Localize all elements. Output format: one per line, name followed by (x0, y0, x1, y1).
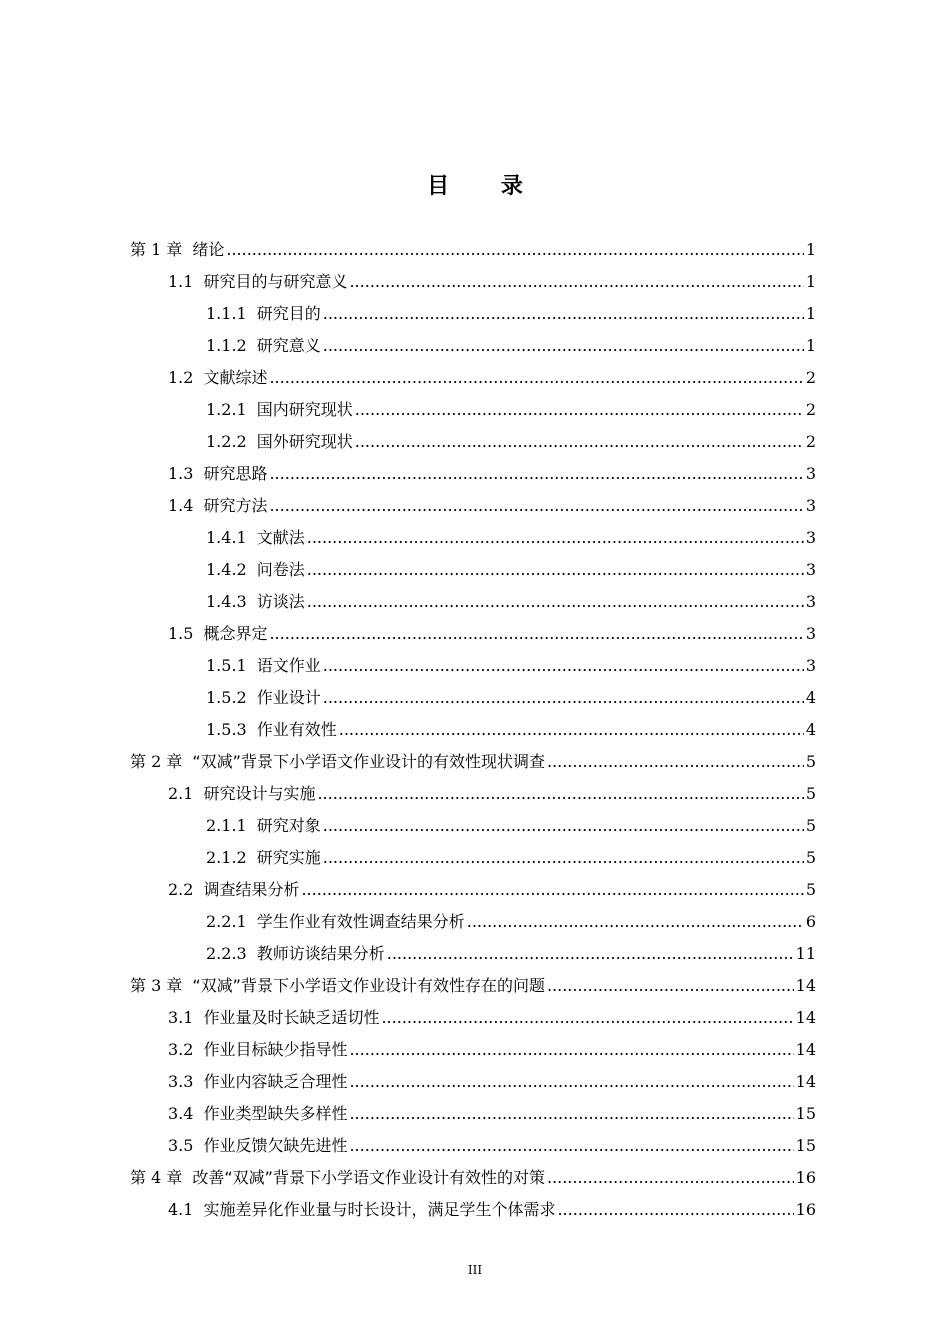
toc-entry-label: 作业类型缺失多样性 (203, 1104, 348, 1123)
toc-entry-label: 绪论 (192, 240, 225, 259)
toc-entry-page: 4 (805, 688, 816, 707)
toc-entry[interactable] (130, 842, 816, 874)
toc-leader-dots (323, 650, 804, 682)
toc-leader-dots (355, 426, 804, 458)
toc-entry[interactable] (130, 586, 816, 618)
toc-entry[interactable] (130, 810, 816, 842)
toc-leader-dots (323, 682, 804, 714)
table-of-contents (130, 234, 816, 1226)
toc-entry-page: 2 (805, 400, 816, 419)
toc-leader-dots (387, 938, 794, 970)
toc-entry-label: 作业内容缺乏合理性 (203, 1072, 348, 1091)
toc-leader-dots (339, 714, 804, 746)
toc-leader-dots (547, 746, 804, 778)
toc-entry-number: 第 3 章 (130, 976, 183, 995)
toc-leader-dots (269, 458, 803, 490)
toc-entry-number: 1.5 (168, 624, 194, 643)
toc-entry-page: 3 (805, 624, 816, 643)
toc-entry-page: 3 (805, 464, 816, 483)
toc-entry-number: 2.2.1 (206, 912, 247, 931)
toc-leader-dots (355, 394, 804, 426)
toc-entry-label: 改善“双减”背景下小学语文作业设计有效性的对策 (192, 1168, 545, 1187)
toc-entry-number: 1.5.1 (206, 656, 247, 675)
toc-entry-page: 15 (795, 1104, 816, 1123)
toc-leader-dots (381, 1002, 793, 1034)
toc-entry[interactable] (130, 330, 816, 362)
toc-entry-label: 访谈法 (256, 592, 305, 611)
toc-entry-page: 5 (805, 752, 816, 771)
toc-entry-page: 3 (805, 656, 816, 675)
toc-entry-label: 作业目标缺少指导性 (203, 1040, 348, 1059)
toc-leader-dots (349, 1098, 793, 1130)
toc-entry-number: 3.1 (168, 1008, 194, 1027)
toc-entry-label: 研究目的与研究意义 (203, 272, 348, 291)
toc-entry-label: 文献综述 (203, 368, 268, 387)
toc-leader-dots (557, 1194, 793, 1226)
toc-entry-number: 2.2.3 (206, 944, 247, 963)
toc-entry-number: 1.5.2 (206, 688, 247, 707)
toc-entry-label: 文献法 (256, 528, 305, 547)
toc-entry-label: 问卷法 (256, 560, 305, 579)
toc-entry-page: 16 (795, 1200, 816, 1219)
toc-entry-number: 2.1.1 (206, 816, 247, 835)
toc-entry[interactable] (130, 618, 816, 650)
toc-entry-page: 1 (805, 336, 816, 355)
toc-entry[interactable] (130, 490, 816, 522)
page-title: 目 录 (427, 174, 545, 199)
toc-leader-dots (547, 970, 794, 1002)
toc-leader-dots (467, 906, 804, 938)
toc-entry-number: 1.4.1 (206, 528, 247, 547)
toc-entry-label: 研究对象 (256, 816, 321, 835)
toc-entry-number: 3.2 (168, 1040, 194, 1059)
toc-leader-dots (269, 490, 803, 522)
toc-entry[interactable] (130, 458, 816, 490)
toc-entry-page: 3 (805, 592, 816, 611)
toc-entry-number: 1.4.2 (206, 560, 247, 579)
toc-leader-dots (323, 810, 804, 842)
toc-entry[interactable] (130, 1130, 816, 1162)
toc-entry-label: 研究思路 (203, 464, 268, 483)
toc-leader-dots (269, 618, 803, 650)
toc-leader-dots (547, 1162, 794, 1194)
toc-entry-number: 1.2.2 (206, 432, 247, 451)
toc-entry-number: 第 2 章 (130, 752, 183, 771)
toc-leader-dots (226, 234, 803, 266)
toc-entry-page: 3 (805, 560, 816, 579)
toc-entry-label: 研究目的 (256, 304, 321, 323)
toc-entry-page: 4 (805, 720, 816, 739)
toc-entry-label: 概念界定 (203, 624, 268, 643)
toc-entry-label: 语文作业 (256, 656, 321, 675)
toc-entry-label: 教师访谈结果分析 (256, 944, 385, 963)
toc-entry-page: 1 (805, 240, 816, 259)
toc-leader-dots (307, 586, 804, 618)
toc-entry[interactable] (130, 970, 816, 1002)
toc-entry-label: 作业设计 (256, 688, 321, 707)
toc-entry-number: 3.4 (168, 1104, 194, 1123)
toc-entry-page: 5 (805, 880, 816, 899)
toc-entry-page: 5 (805, 848, 816, 867)
toc-entry-page: 11 (795, 944, 816, 963)
toc-entry-number: 第 1 章 (130, 240, 183, 259)
toc-entry-page: 15 (795, 1136, 816, 1155)
toc-leader-dots (349, 1066, 793, 1098)
toc-entry-page: 1 (805, 304, 816, 323)
toc-entry[interactable] (130, 234, 816, 266)
toc-entry-label: “双减”背景下小学语文作业设计有效性存在的问题 (192, 976, 545, 995)
toc-entry-label: 作业量及时长缺乏适切性 (203, 1008, 380, 1027)
toc-entry-label: 学生作业有效性调查结果分析 (256, 912, 465, 931)
toc-entry-number: 3.3 (168, 1072, 194, 1091)
toc-leader-dots (301, 874, 803, 906)
toc-entry-number: 1.5.3 (206, 720, 247, 739)
toc-entry[interactable] (130, 1098, 816, 1130)
toc-entry-label: 国外研究现状 (256, 432, 353, 451)
toc-leader-dots (307, 554, 804, 586)
toc-leader-dots (307, 522, 804, 554)
toc-entry[interactable] (130, 426, 816, 458)
toc-entry-number: 3.5 (168, 1136, 194, 1155)
toc-entry[interactable] (130, 906, 816, 938)
toc-entry-label: 实施差异化作业量与时长设计，满足学生个体需求 (203, 1200, 556, 1219)
toc-entry-number: 2.2 (168, 880, 194, 899)
toc-entry[interactable] (130, 1066, 816, 1098)
toc-entry-label: “双减”背景下小学语文作业设计的有效性现状调查 (192, 752, 545, 771)
toc-entry-label: 作业有效性 (256, 720, 337, 739)
toc-entry-page: 14 (795, 976, 816, 995)
toc-entry[interactable] (130, 938, 816, 970)
toc-entry[interactable] (130, 1162, 816, 1194)
toc-leader-dots (323, 842, 804, 874)
toc-entry-page: 2 (805, 368, 816, 387)
toc-entry-page: 6 (805, 912, 816, 931)
toc-leader-dots (349, 1130, 793, 1162)
toc-leader-dots (349, 1034, 793, 1066)
toc-entry-label: 研究实施 (256, 848, 321, 867)
toc-entry-number: 1.3 (168, 464, 194, 483)
toc-entry[interactable] (130, 554, 816, 586)
toc-entry[interactable] (130, 522, 816, 554)
toc-entry[interactable] (130, 1002, 816, 1034)
toc-leader-dots (323, 330, 804, 362)
toc-entry[interactable] (130, 266, 816, 298)
toc-entry[interactable] (130, 298, 816, 330)
toc-leader-dots (269, 362, 803, 394)
toc-entry-number: 1.4 (168, 496, 194, 515)
toc-entry-page: 14 (795, 1040, 816, 1059)
toc-entry-number: 2.1 (168, 784, 194, 803)
toc-entry-number: 第 4 章 (130, 1168, 183, 1187)
toc-entry-page: 3 (805, 528, 816, 547)
toc-entry[interactable] (130, 1194, 816, 1226)
toc-entry[interactable] (130, 746, 816, 778)
toc-entry-number: 1.2 (168, 368, 194, 387)
toc-entry[interactable] (130, 362, 816, 394)
toc-entry[interactable] (130, 874, 816, 906)
toc-entry-page: 14 (795, 1008, 816, 1027)
toc-entry-label: 研究意义 (256, 336, 321, 355)
toc-entry-page: 5 (805, 784, 816, 803)
toc-entry-number: 2.1.2 (206, 848, 247, 867)
toc-entry[interactable] (130, 1034, 816, 1066)
toc-entry-label: 调查结果分析 (203, 880, 300, 899)
page-number: III (467, 1263, 483, 1277)
toc-entry-page: 3 (805, 496, 816, 515)
toc-leader-dots (323, 298, 804, 330)
toc-entry-label: 研究设计与实施 (203, 784, 316, 803)
toc-entry-label: 研究方法 (203, 496, 268, 515)
toc-entry-number: 4.1 (168, 1200, 194, 1219)
toc-entry-number: 1.1.2 (206, 336, 247, 355)
toc-entry-number: 1.1 (168, 272, 194, 291)
toc-entry-page: 5 (805, 816, 816, 835)
toc-entry-page: 1 (805, 272, 816, 291)
toc-entry-page: 16 (795, 1168, 816, 1187)
toc-entry[interactable] (130, 394, 816, 426)
toc-entry-label: 国内研究现状 (256, 400, 353, 419)
toc-entry-label: 作业反馈欠缺先进性 (203, 1136, 348, 1155)
toc-entry-number: 1.4.3 (206, 592, 247, 611)
toc-entry[interactable] (130, 682, 816, 714)
toc-entry[interactable] (130, 778, 816, 810)
toc-entry-number: 1.2.1 (206, 400, 247, 419)
toc-entry-page: 14 (795, 1072, 816, 1091)
toc-entry[interactable] (130, 714, 816, 746)
toc-entry-number: 1.1.1 (206, 304, 247, 323)
toc-entry[interactable] (130, 650, 816, 682)
toc-entry-page: 2 (805, 432, 816, 451)
toc-leader-dots (317, 778, 803, 810)
toc-leader-dots (349, 266, 803, 298)
